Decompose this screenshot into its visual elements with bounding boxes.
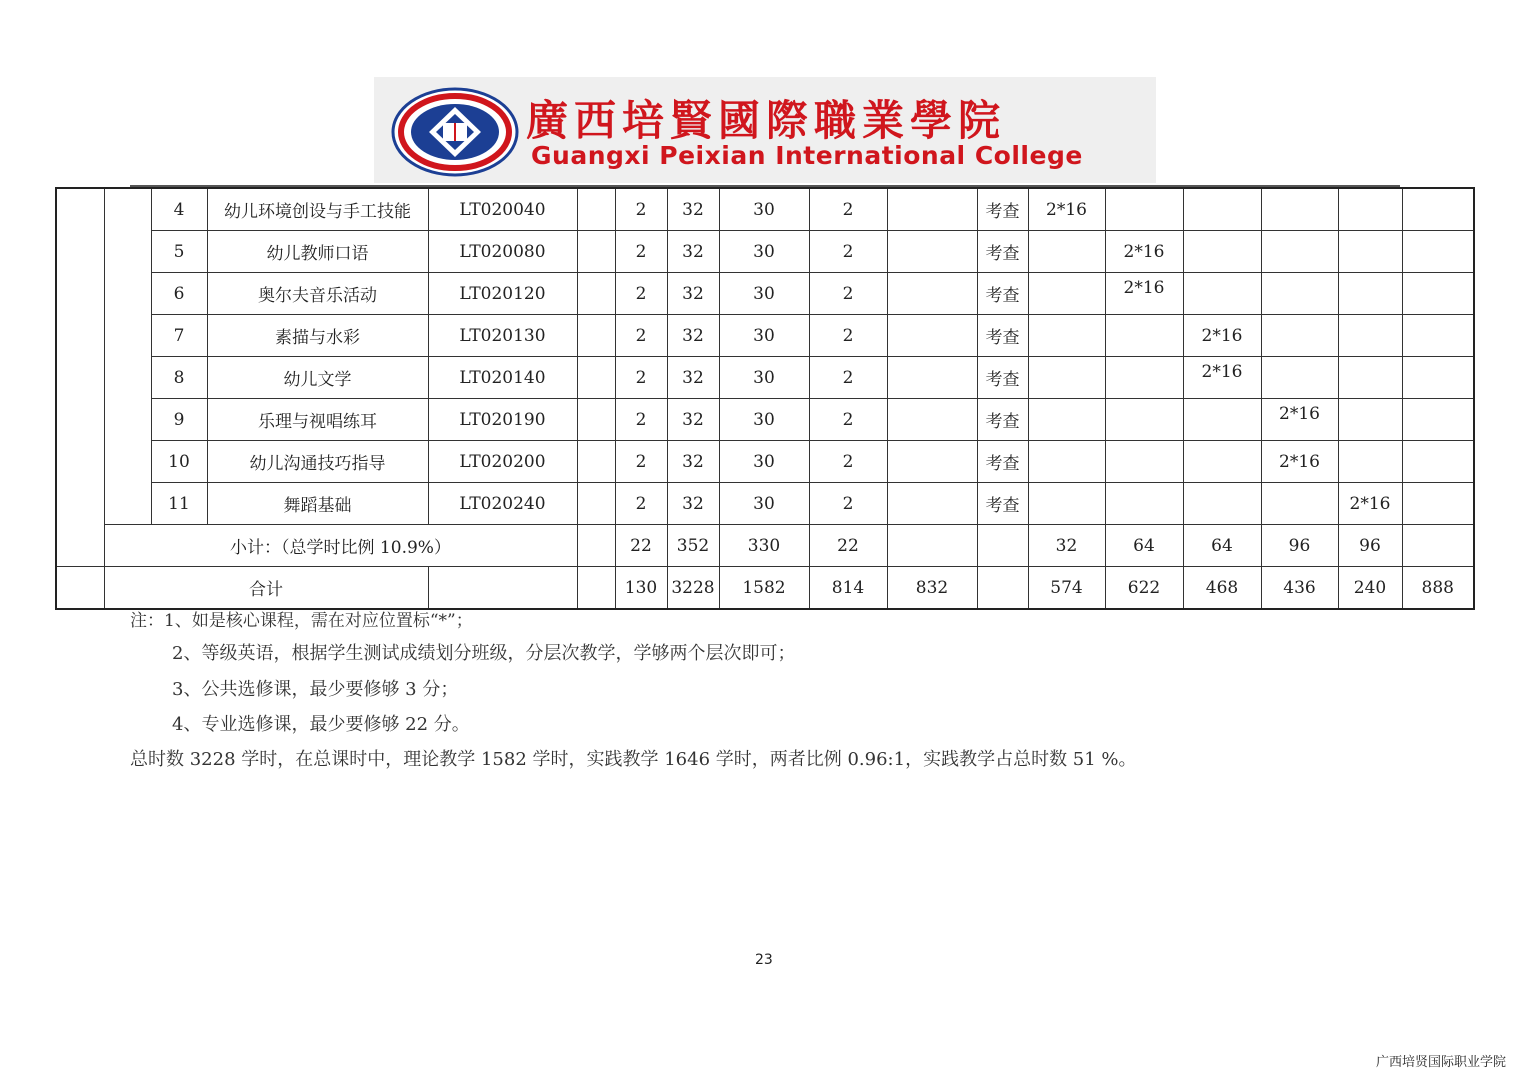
blank-cell xyxy=(887,273,977,315)
total-hours: 32 xyxy=(667,273,719,315)
course-code: LT020040 xyxy=(428,188,577,231)
theory-hours: 30 xyxy=(719,399,809,441)
semester-6 xyxy=(1402,188,1474,231)
theory-hours: 30 xyxy=(719,441,809,483)
semester-2 xyxy=(1105,441,1183,483)
blank-cell xyxy=(887,231,977,273)
total-s1: 574 xyxy=(1028,567,1105,610)
total-hours: 32 xyxy=(667,231,719,273)
blank-cell xyxy=(977,525,1028,567)
practice-hours: 2 xyxy=(809,483,887,525)
semester-4 xyxy=(1261,188,1338,231)
assessment: 考查 xyxy=(977,357,1028,399)
blank-cell xyxy=(977,567,1028,610)
total-hours: 32 xyxy=(667,483,719,525)
blank-cell xyxy=(577,567,615,610)
practice-hours: 2 xyxy=(809,399,887,441)
total-row xyxy=(56,567,1474,610)
practice-hours: 2 xyxy=(809,188,887,231)
note-4: 4、专业选修课，最少要修够 22 分。 xyxy=(172,714,470,735)
semester-6 xyxy=(1402,273,1474,315)
semester-2: 2*16 xyxy=(1105,231,1183,273)
category-cell xyxy=(56,188,104,567)
semester-1 xyxy=(1028,399,1105,441)
credit: 2 xyxy=(615,315,667,357)
table-row xyxy=(56,231,1474,273)
college-seal-logo xyxy=(391,87,519,177)
course-no: 8 xyxy=(151,357,207,399)
total-credit: 130 xyxy=(615,567,667,610)
footer-college-name: 广西培贤国际职业学院 xyxy=(1376,1055,1507,1070)
blank-cell xyxy=(577,525,615,567)
college-name-chinese: 廣西培賢國際職業學院 xyxy=(526,96,1007,145)
total-hours: 32 xyxy=(667,357,719,399)
semester-5 xyxy=(1338,188,1402,231)
blank-cell xyxy=(887,525,977,567)
semester-5 xyxy=(1338,231,1402,273)
blank-cell xyxy=(887,357,977,399)
course-code: LT020130 xyxy=(428,315,577,357)
page-number: 23 xyxy=(755,952,773,968)
blank-cell xyxy=(577,273,615,315)
blank-cell xyxy=(887,399,977,441)
course-name: 舞蹈基础 xyxy=(207,483,428,525)
course-no: 7 xyxy=(151,315,207,357)
assessment: 考查 xyxy=(977,273,1028,315)
semester-3 xyxy=(1183,273,1261,315)
subtotal-s1: 32 xyxy=(1028,525,1105,567)
blank-cell xyxy=(577,315,615,357)
semester-6 xyxy=(1402,231,1474,273)
total-s2: 622 xyxy=(1105,567,1183,610)
table-row xyxy=(56,357,1474,399)
practice-hours: 2 xyxy=(809,231,887,273)
theory-hours: 30 xyxy=(719,357,809,399)
semester-4 xyxy=(1261,483,1338,525)
practice-hours: 2 xyxy=(809,273,887,315)
course-code: LT020240 xyxy=(428,483,577,525)
blank-cell xyxy=(887,483,977,525)
theory-hours: 30 xyxy=(719,483,809,525)
semester-4 xyxy=(1261,231,1338,273)
credit: 2 xyxy=(615,273,667,315)
semester-2 xyxy=(1105,483,1183,525)
table-row xyxy=(56,273,1474,315)
semester-1 xyxy=(1028,273,1105,315)
subtotal-practice: 22 xyxy=(809,525,887,567)
subtotal-theory: 330 xyxy=(719,525,809,567)
course-no: 6 xyxy=(151,273,207,315)
credit: 2 xyxy=(615,441,667,483)
assessment: 考查 xyxy=(977,441,1028,483)
credit: 2 xyxy=(615,188,667,231)
table-row xyxy=(56,441,1474,483)
semester-1 xyxy=(1028,483,1105,525)
semester-5 xyxy=(1338,399,1402,441)
course-name: 幼儿沟通技巧指导 xyxy=(207,441,428,483)
subtotal-total: 352 xyxy=(667,525,719,567)
semester-5: 2*16 xyxy=(1338,483,1402,525)
total-s4: 436 xyxy=(1261,567,1338,610)
total-extra: 832 xyxy=(887,567,977,610)
table-row xyxy=(56,188,1474,231)
blank-cell xyxy=(577,357,615,399)
total-hours: 32 xyxy=(667,315,719,357)
subtotal-s4: 96 xyxy=(1261,525,1338,567)
total-s5: 240 xyxy=(1338,567,1402,610)
semester-4: 2*16 xyxy=(1261,441,1338,483)
semester-5 xyxy=(1338,273,1402,315)
hours-summary: 总时数 3228 学时，在总课时中，理论教学 1582 学时，实践教学 1646 学时，两者比例 0.96:1，实践教学占总时数 51 %。 xyxy=(130,749,1137,770)
course-no: 11 xyxy=(151,483,207,525)
credit: 2 xyxy=(615,483,667,525)
subtotal-label: 小计：（总学时比例 10.9%） xyxy=(104,525,577,567)
course-table xyxy=(55,187,1475,610)
blank-cell xyxy=(887,441,977,483)
semester-3: 2*16 xyxy=(1183,357,1261,399)
theory-hours: 30 xyxy=(719,188,809,231)
course-code: LT020080 xyxy=(428,231,577,273)
assessment: 考查 xyxy=(977,188,1028,231)
subtotal-row xyxy=(56,525,1474,567)
semester-1 xyxy=(1028,357,1105,399)
course-code: LT020120 xyxy=(428,273,577,315)
assessment: 考查 xyxy=(977,231,1028,273)
note-1: 注：1、如是核心课程，需在对应位置标“*”； xyxy=(130,611,473,631)
subtotal-s5: 96 xyxy=(1338,525,1402,567)
total-s3: 468 xyxy=(1183,567,1261,610)
blank-cell xyxy=(577,483,615,525)
semester-1 xyxy=(1028,231,1105,273)
semester-1 xyxy=(1028,441,1105,483)
blank-cell xyxy=(56,567,104,610)
subtotal-s2: 64 xyxy=(1105,525,1183,567)
semester-5 xyxy=(1338,357,1402,399)
semester-4 xyxy=(1261,273,1338,315)
total-practice: 814 xyxy=(809,567,887,610)
course-name: 幼儿环境创设与手工技能 xyxy=(207,188,428,231)
blank-cell xyxy=(577,231,615,273)
semester-2 xyxy=(1105,188,1183,231)
course-code: LT020190 xyxy=(428,399,577,441)
semester-2 xyxy=(1105,315,1183,357)
semester-4 xyxy=(1261,315,1338,357)
assessment: 考查 xyxy=(977,399,1028,441)
subtotal-credit: 22 xyxy=(615,525,667,567)
semester-4: 2*16 xyxy=(1261,399,1338,441)
semester-3 xyxy=(1183,441,1261,483)
course-no: 4 xyxy=(151,188,207,231)
blank-cell xyxy=(577,441,615,483)
blank-cell xyxy=(428,567,577,610)
semester-2 xyxy=(1105,399,1183,441)
total-hours: 32 xyxy=(667,188,719,231)
theory-hours: 30 xyxy=(719,315,809,357)
semester-4 xyxy=(1261,357,1338,399)
semester-6 xyxy=(1402,315,1474,357)
blank-cell xyxy=(577,188,615,231)
course-name: 素描与水彩 xyxy=(207,315,428,357)
semester-2 xyxy=(1105,357,1183,399)
semester-6 xyxy=(1402,399,1474,441)
course-code: LT020200 xyxy=(428,441,577,483)
semester-1 xyxy=(1028,315,1105,357)
semester-2: 2*16 xyxy=(1105,273,1183,315)
semester-1: 2*16 xyxy=(1028,188,1105,231)
semester-3 xyxy=(1183,231,1261,273)
blank-cell xyxy=(577,399,615,441)
subtotal-s3: 64 xyxy=(1183,525,1261,567)
total-hours-sum: 3228 xyxy=(667,567,719,610)
semester-6 xyxy=(1402,483,1474,525)
total-s6: 888 xyxy=(1402,567,1474,610)
course-no: 10 xyxy=(151,441,207,483)
course-name: 奥尔夫音乐活动 xyxy=(207,273,428,315)
practice-hours: 2 xyxy=(809,357,887,399)
semester-6 xyxy=(1402,441,1474,483)
credit: 2 xyxy=(615,399,667,441)
blank-cell xyxy=(887,188,977,231)
course-name: 乐理与视唱练耳 xyxy=(207,399,428,441)
course-name: 幼儿文学 xyxy=(207,357,428,399)
table-row xyxy=(56,315,1474,357)
blank-cell xyxy=(887,315,977,357)
course-code: LT020140 xyxy=(428,357,577,399)
table-row xyxy=(56,483,1474,525)
total-hours: 32 xyxy=(667,441,719,483)
assessment: 考查 xyxy=(977,315,1028,357)
semester-3 xyxy=(1183,188,1261,231)
table-row xyxy=(56,399,1474,441)
semester-3 xyxy=(1183,399,1261,441)
semester-6 xyxy=(1402,357,1474,399)
note-3: 3、公共选修课，最少要修够 3 分； xyxy=(172,679,459,700)
semester-5 xyxy=(1338,441,1402,483)
course-name: 幼儿教师口语 xyxy=(207,231,428,273)
practice-hours: 2 xyxy=(809,315,887,357)
college-name-english: Guangxi Peixian International College xyxy=(531,141,1083,170)
theory-hours: 30 xyxy=(719,273,809,315)
blank-cell xyxy=(1402,525,1474,567)
credit: 2 xyxy=(615,357,667,399)
note-2: 2、等级英语，根据学生测试成绩划分班级，分层次教学，学够两个层次即可； xyxy=(172,643,796,664)
course-no: 5 xyxy=(151,231,207,273)
assessment: 考查 xyxy=(977,483,1028,525)
total-theory: 1582 xyxy=(719,567,809,610)
semester-3 xyxy=(1183,483,1261,525)
semester-5 xyxy=(1338,315,1402,357)
total-label: 合计 xyxy=(104,567,428,610)
theory-hours: 30 xyxy=(719,231,809,273)
total-hours: 32 xyxy=(667,399,719,441)
semester-3: 2*16 xyxy=(1183,315,1261,357)
practice-hours: 2 xyxy=(809,441,887,483)
course-no: 9 xyxy=(151,399,207,441)
credit: 2 xyxy=(615,231,667,273)
subcategory-cell xyxy=(104,188,151,525)
